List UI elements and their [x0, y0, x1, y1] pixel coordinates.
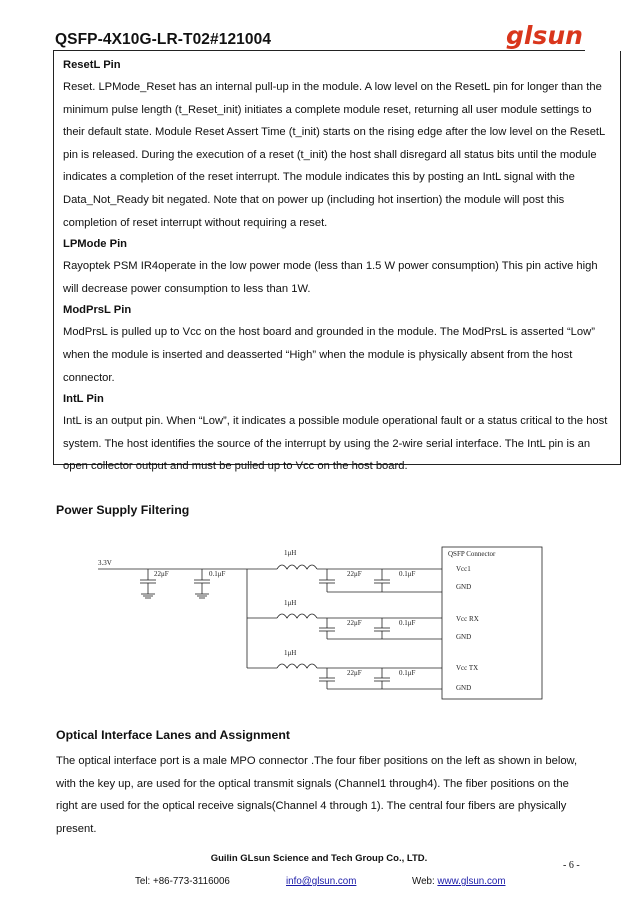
inductor-1-label: 1μH: [284, 549, 297, 557]
intl-heading: IntL Pin: [63, 393, 104, 406]
vcctx-label: Vcc TX: [456, 664, 479, 672]
svg-text:glsun: glsun: [506, 22, 583, 50]
footer-tel: Tel: +86-773-3116006: [135, 876, 230, 887]
supply-voltage-label: 3.3V: [98, 559, 112, 567]
document-title: QSFP-4X10G-LR-T02#121004: [55, 31, 272, 48]
intl-text: IntL is an output pin. When “Low”, it indicates a possible module operational fault or a status critical to the host system. The host identifies the source of the interrupt by using the 2-wire serial interface. The IntL pin is an open collector output and must be pulled up to Vcc on the host board.: [63, 415, 608, 473]
power-supply-title: Power Supply Filtering: [56, 503, 190, 517]
input-cap-01uf: [194, 569, 226, 598]
footer-company: Guilin GLsun Science and Tech Group Co., LTD.: [210, 853, 428, 864]
cap-3-large-label: 22μF: [347, 669, 362, 677]
cap-3-small-label: 0.1μF: [399, 669, 416, 677]
modprsl-text: ModPrsL is pulled up to Vcc on the host board and grounded in the module. The ModPrsL is asserted “Low” when the module is inserted and deasserted “High” when the module is physically absent from the host connector.: [63, 326, 595, 384]
gnd-1-label: GND: [456, 583, 472, 591]
glsun-logo: [504, 22, 584, 52]
branch-vcc1: [247, 549, 442, 592]
resetl-text: Reset. LPMode_Reset has an internal pull-up in the module. A low level on the ResetL pin for longer than the minimum pulse length (t_Reset_init) initiates a complete module reset, returning all user module settings to their default state. Module Reset Assert Time (t_init) starts on the rising edge after the low level on the ResetL pin is released. During the execution of a reset (t_init) the host shall disregard all status bits until the module indicates a completion of the reset interrupt. The module indicates this by posting an IntL signal with the Data_Not_Ready bit negated. Note that on power up (including hot insertion) the module will post this completion of reset interrupt without requiring a reset.: [63, 81, 605, 229]
lpmode-text: Rayoptek PSM IR4operate in the low power mode (less than 1.5 W power consumption) This pin active high will decrease power consumption to less than 1W.: [63, 260, 598, 295]
gnd-3-label: GND: [456, 684, 472, 692]
input-cap-small-label: 0.1μF: [209, 570, 226, 578]
optical-interface-title: Optical Interface Lanes and Assignment: [56, 728, 290, 742]
cap-2-large-label: 22μF: [347, 619, 362, 627]
branch-vccrx: [247, 599, 442, 639]
footer-web-label: Web:: [412, 876, 438, 887]
branch-vcctx: [247, 649, 442, 689]
connector-label: QSFP Connector: [448, 550, 496, 558]
gnd-2-label: GND: [456, 633, 472, 641]
footer-web: [412, 876, 505, 887]
input-cap-large-label: 22μF: [154, 570, 169, 578]
page-number: - 6 -: [563, 860, 580, 871]
input-cap-22uf: [140, 569, 169, 598]
cap-2-small-label: 0.1μF: [399, 619, 416, 627]
inductor-2-label: 1μH: [284, 599, 297, 607]
cap-1-large-label: 22μF: [347, 570, 362, 578]
footer-email-link[interactable]: info@glsun.com: [286, 876, 357, 887]
power-filter-diagram: [92, 542, 552, 704]
optical-interface-text: The optical interface port is a male MPO connector .The four fiber positions on the left as shown in below, with the key up, are used for the optical transmit signals (Channel1 through4). The fiber positions on the right are used for the optical receive signals(Channel 4 through 1). The central four fibers are physically present.: [56, 755, 578, 835]
vcc1-label: Vcc1: [456, 565, 471, 573]
vccrx-label: Vcc RX: [456, 615, 479, 623]
inductor-3-label: 1μH: [284, 649, 297, 657]
modprsl-heading: ModPrsL Pin: [63, 304, 132, 317]
footer-web-link[interactable]: www.glsun.com: [437, 876, 506, 887]
pin-description-box: [53, 51, 621, 473]
resetl-heading: ResetL Pin: [63, 59, 121, 71]
lpmode-heading: LPMode Pin: [63, 238, 128, 251]
cap-1-small-label: 0.1μF: [399, 570, 416, 578]
